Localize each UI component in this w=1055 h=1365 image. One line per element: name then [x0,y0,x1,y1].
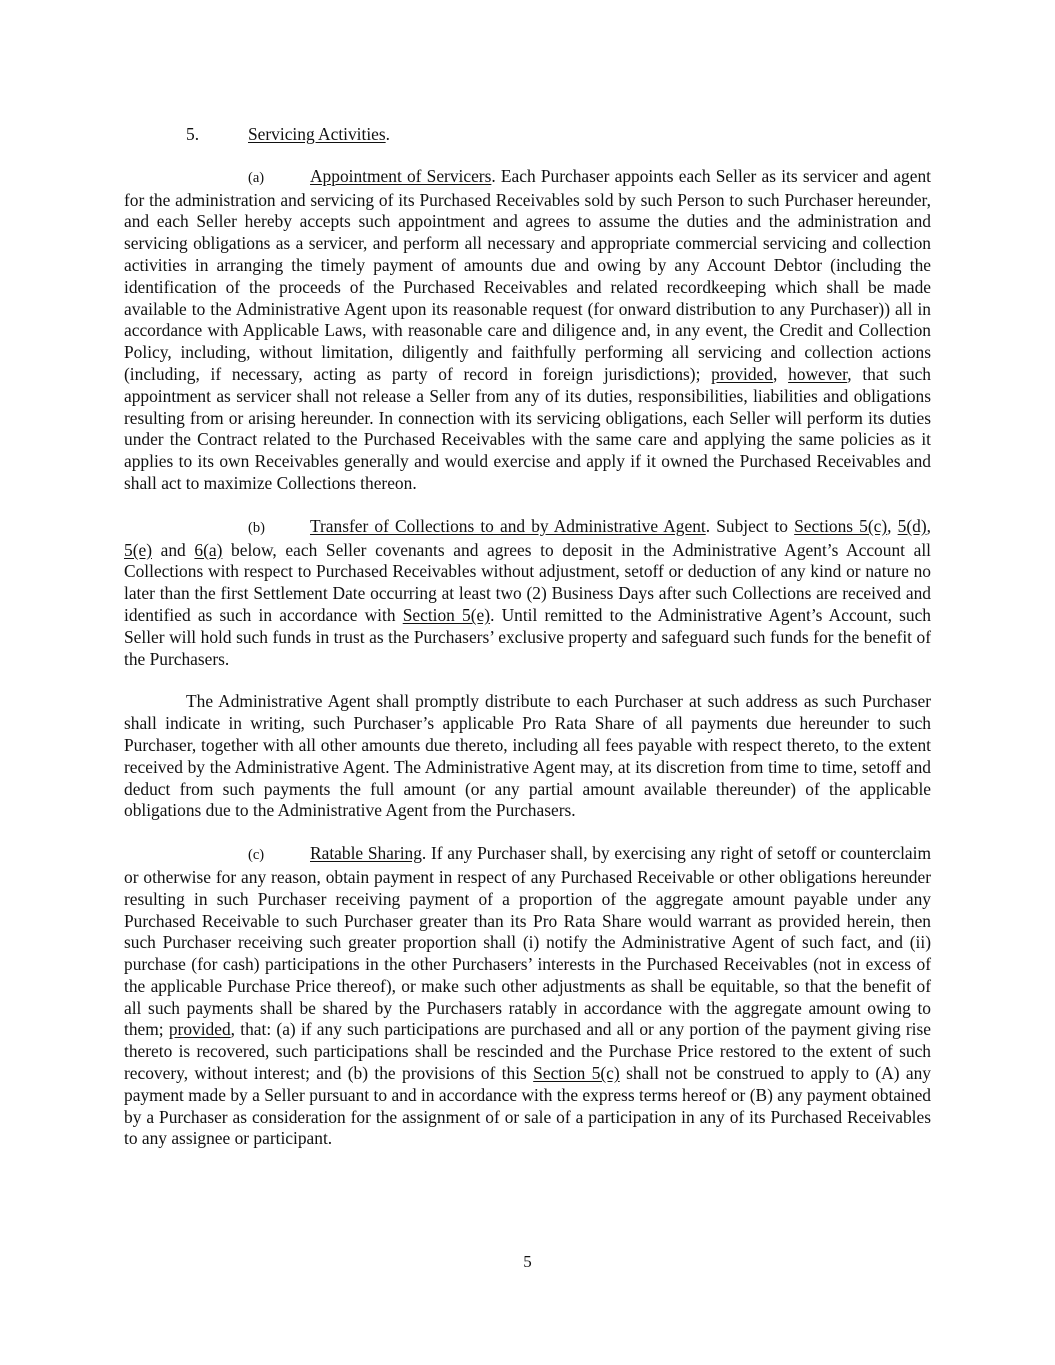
however-term: however [788,363,848,384]
cross-reference: Section 5(e) [402,604,491,625]
cross-reference: 6(a) [194,539,223,560]
cross-reference: 5(e) [124,539,152,560]
cross-reference: Section 5(c) [533,1063,620,1084]
paragraph-b-text-continued: . Until remitted to the Administrative Agent’s Account, such Seller will hold such funds in trust as the Purchasers’ exclusive property and safeguard such funds for the benefit of the Purchasers. [124,604,931,669]
section-title: Servicing Activities [248,124,386,144]
paragraph-b-label: (b) [248,519,265,536]
provided-term: provided [711,363,773,384]
paragraph-b-title: Transfer of Collections to and by Administrative Agent [310,515,706,536]
cross-reference: 5(d) [897,515,927,536]
document-page [124,124,931,1171]
paragraph-a [124,166,931,495]
text-span: , [772,363,789,384]
page-number: 5 [523,1252,532,1271]
text-span: , [887,515,898,536]
paragraph-a-label: (a) [248,169,265,186]
text-span: and [152,539,195,560]
paragraph-a-text: . Each Purchaser appoints each Seller as its servicer and agent for the administration and servicing of its Purchased Receivables sold by such Person to such Purchaser hereunder, and each Seller hereby accepts such appointment and agrees to assume the duties and the administration and servicing obligations as a servicer, and perform all necessary and appropriate commercial servicing and collection activities in arranging the timely payment of amounts due and owing by any Account Debtor (including the identification of the proceeds of the Purchased Receivables and related recordkeeping which shall be made available to the Administrative Agent upon its reasonable request (for onward distribution to any Purchaser)) all in accordance with Applicable Laws, with reasonable care and diligence and, in any event, the Credit and Collection Policy, including, without limitation, diligently and faithfully performing all servicing and collection actions (including, if necessary, acting as party of record in foreign jurisdictions); [124,165,932,384]
section-heading: 5. Servicing Activities. [186,124,391,144]
paragraph-c-title: Ratable Sharing [310,843,422,864]
provided-term: provided [168,1019,231,1040]
paragraph-c [124,843,931,1150]
text-span: , [926,515,931,536]
paragraph-b [124,516,931,671]
cross-reference: Sections 5(c) [794,515,888,536]
text-span: . Subject to [705,515,795,536]
paragraph-c-text-end: shall not be construed to apply to (A) any payment made by a Seller pursuant to and in accordance with the express terms hereof or (B) any payment obtained by a Purchaser as consideration for the assignment of or sale of a participation in any of its Purchased Receivables to any assignee or participant. [124,1063,931,1149]
paragraph-b-text: below, each Seller covenants and agrees to deposit in the Administrative Agent’s Account all Collections with respect to Purchased Receivables without adjustment, setoff or deduction of any kind or nature no later than the first Settlement Date occurring at least two (2) Business Days after such Collections are received and identified as such in accordance with [124,539,931,625]
paragraph-c-text-continued: , that: (a) if any such participations are purchased and all or any portion of the payment giving rise thereto is recovered, such participations shall be rescinded and the Purchase Price restored to the extent of such recovery, without interest; and (b) the provisions of this [124,1019,931,1084]
section-number: 5. [186,124,200,144]
paragraph-c-text: . If any Purchaser shall, by exercising any right of setoff or counterclaim or otherwise for any reason, obtain payment in respect of any Purchased Receivable or other obligations hereunder resulting in such Purchaser receiving payment of a proportion of the aggregate amount payable under any Purchased Receivable to such Purchaser greater than its Pro Rata Share would warrant as provided herein, then such Purchaser receiving such greater proportion shall (i) notify the Administrative Agent of such fact, and (ii) purchase (for cash) participations in the other Purchasers’ interests in the Purchased Receivables (not in excess of the applicable Purchase Price thereof), or make such other adjustments as shall be equitable, so that the benefit of all such payments shall be shared by the Purchasers ratably in accordance with the aggregate amount owing to them; [124,843,932,1040]
paragraph-a-text-continued: , that such appointment as servicer shall not release a Seller from any of its duties, responsibilities, liabilities and obligations resulting from or arising hereunder. In connection with its servicing obligations, each Seller will perform its duties under the Contract related to the Purchased Receivables with the same care and applying the same policies as it applies to its own Receivables generally and would exercise and apply if it owned the Purchased Receivables and shall act to maximize Collections thereon. [124,363,931,493]
paragraph-c-label: (c) [248,847,265,864]
paragraph-b-distribution: The Administrative Agent shall promptly distribute to each Purchaser at such address as such Purchaser shall indicate in writing, such Purchaser’s applicable Pro Rata Share of all payments due hereunder to such Purchaser, together with all other amounts due thereto, including all fees payable with respect thereto, to the extent received by the Administrative Agent. The Administrative Agent may, at its discretion from time to time, setoff and deduct from such payments the full amount (or any partial amount available thereunder) of the applicable obligations due to the Administrative Agent from the Purchasers. [124,691,931,821]
paragraph-a-title: Appointment of Servicers [310,165,492,186]
